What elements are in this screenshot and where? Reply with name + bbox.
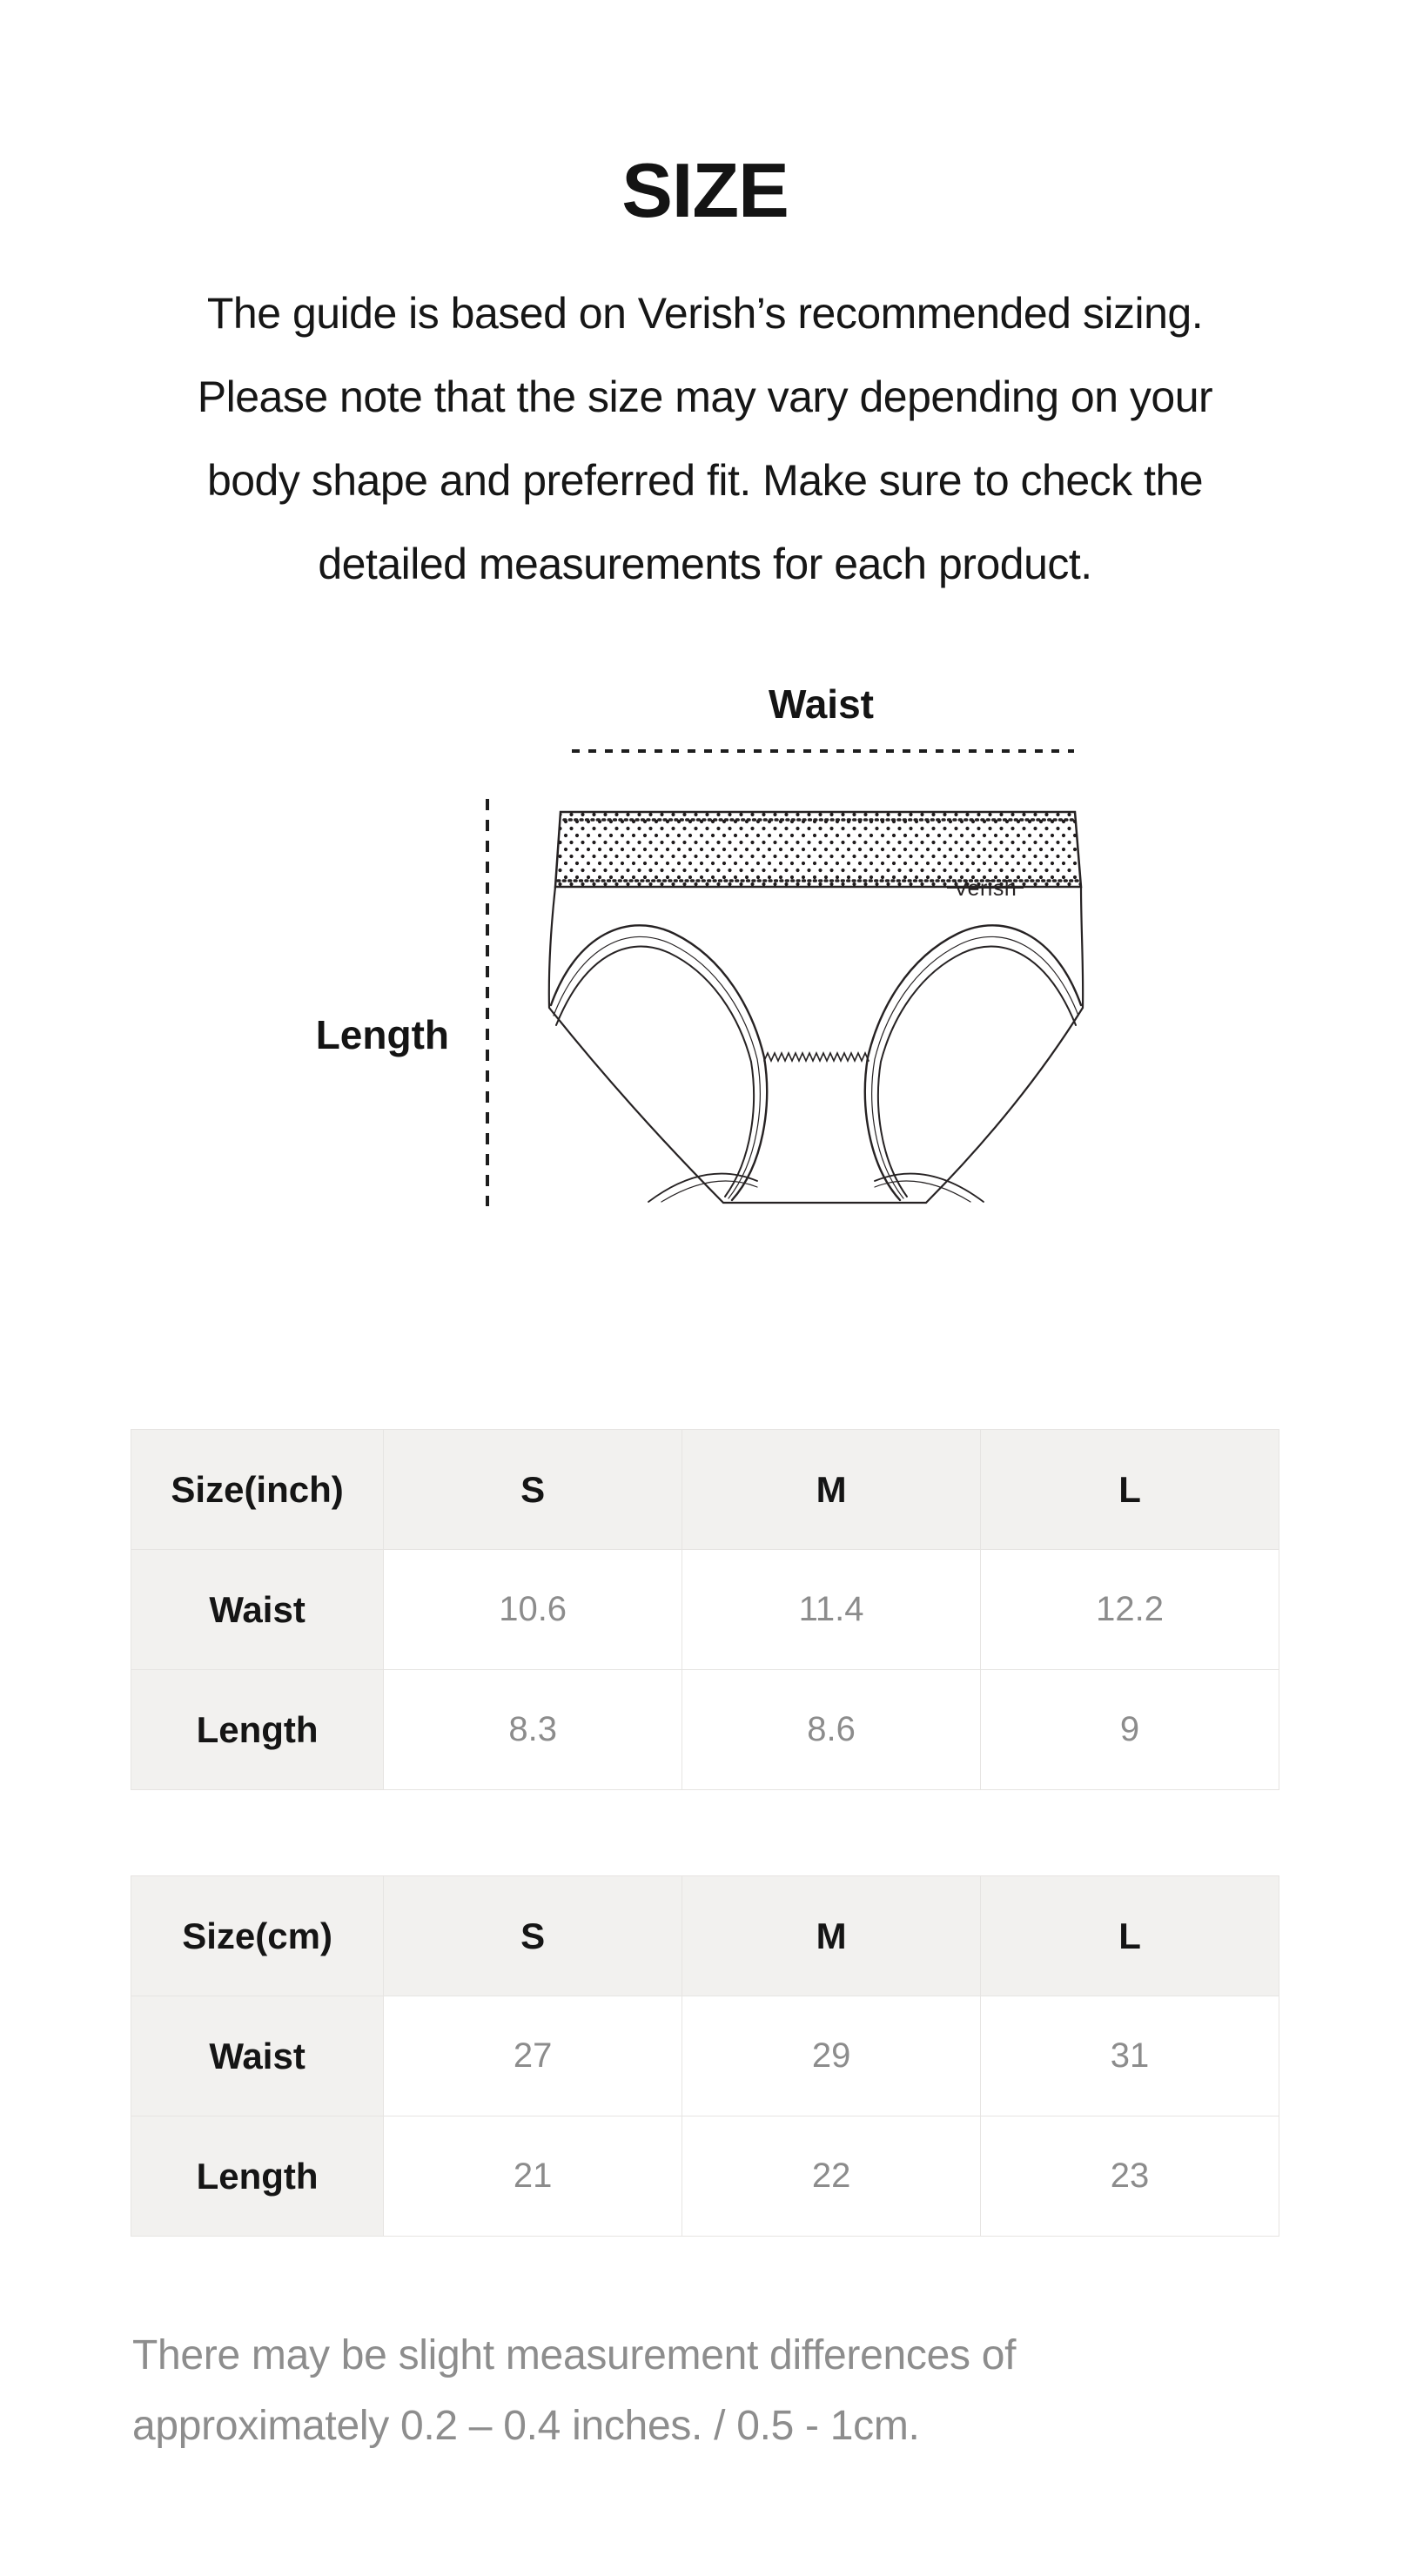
measurement-note (132, 2320, 1333, 2461)
table-row-length (131, 2116, 1279, 2237)
row-label-cell: Waist (131, 1550, 384, 1670)
value-cell: 21 (384, 2116, 682, 2237)
length-dimension-label: Length (315, 1012, 449, 1057)
brand-logo-text: Verish (953, 876, 1017, 901)
value-cell: 22 (682, 2116, 981, 2237)
crotch-zigzag-seam (764, 1053, 869, 1061)
description-line: Please note that the size may vary depending on your (197, 372, 1213, 421)
value-cell: 31 (981, 1996, 1279, 2116)
value-cell: 27 (384, 1996, 682, 2116)
value-cell: 10.6 (384, 1550, 682, 1670)
table-header-row (131, 1876, 1279, 1996)
row-label-cell: Waist (131, 1996, 384, 2116)
waist-dimension-dashed-line (572, 749, 1074, 753)
column-header-l: L (981, 1876, 1279, 1996)
row-label-cell: Length (131, 2116, 384, 2237)
value-cell: 12.2 (981, 1550, 1279, 1670)
table-row-length (131, 1670, 1279, 1790)
column-header-s: S (384, 1430, 682, 1550)
unit-header-cell: Size(cm) (131, 1876, 384, 1996)
table-row-waist (131, 1996, 1279, 2116)
length-dimension-dashed-line (486, 799, 489, 1206)
value-cell: 11.4 (682, 1550, 981, 1670)
size-table-inch (131, 1429, 1279, 1790)
leg-opening-trim-left (551, 925, 767, 1200)
size-table-cm (131, 1875, 1279, 2237)
value-cell: 29 (682, 1996, 981, 2116)
size-guide-description (118, 272, 1292, 606)
page-title: SIZE (621, 147, 789, 233)
column-header-m: M (682, 1876, 981, 1996)
column-header-m: M (682, 1430, 981, 1550)
table-header-row (131, 1430, 1279, 1550)
brief-body-outline (549, 887, 1083, 1203)
description-line: body shape and preferred fit. Make sure to check the (206, 456, 1204, 505)
underwear-diagram (546, 796, 1086, 1210)
measurement-note-line: approximately 0.2 – 0.4 inches. / 0.5 - 1cm. (132, 2403, 920, 2449)
description-line: The guide is based on Verish’s recommended sizing. (206, 289, 1204, 338)
table-row-waist (131, 1550, 1279, 1670)
value-cell: 9 (981, 1670, 1279, 1790)
column-header-s: S (384, 1876, 682, 1996)
value-cell: 8.6 (682, 1670, 981, 1790)
value-cell: 8.3 (384, 1670, 682, 1790)
waist-dimension-label: Waist (769, 681, 874, 727)
measurement-note-line: There may be slight measurement differences of (132, 2332, 1017, 2378)
row-label-cell: Length (131, 1670, 384, 1790)
unit-header-cell: Size(inch) (131, 1430, 384, 1550)
description-line: detailed measurements for each product. (318, 540, 1092, 588)
column-header-l: L (981, 1430, 1279, 1550)
leg-opening-trim-right (865, 925, 1081, 1200)
value-cell: 23 (981, 2116, 1279, 2237)
